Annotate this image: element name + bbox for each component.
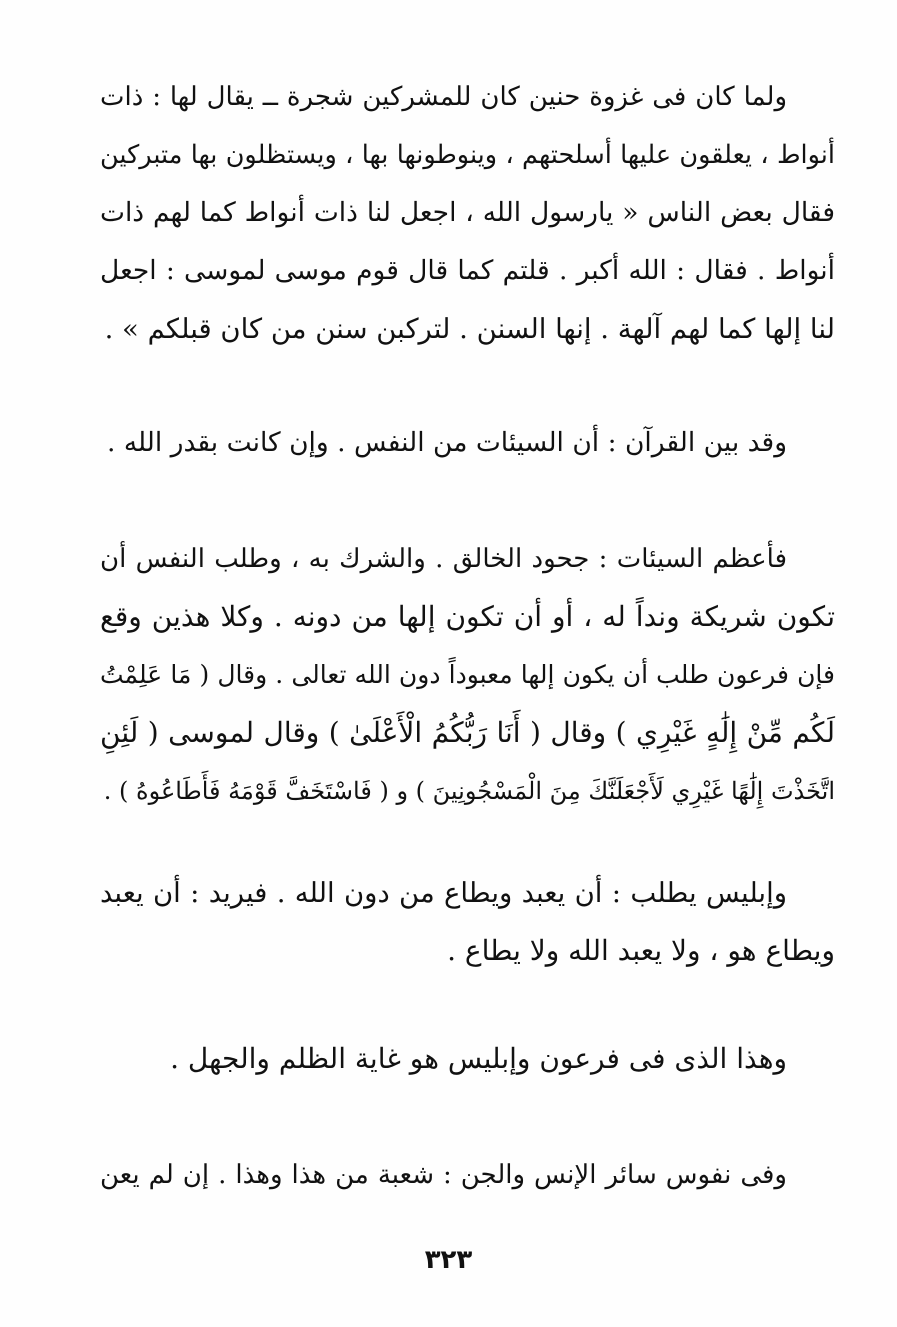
text-line: فإن فرعون طلب أن يكون إلها معبوداً دون الله تعالى . وقال ( مَا عَلِمْتُ (100, 660, 835, 689)
text-line: فقال بعض الناس « يارسول الله ، اجعل لنا ذات أنواط كما لهم ذات (100, 197, 835, 228)
text-line: أنواط . فقال : الله أكبر . قلتم كما قال قوم موسى لموسى : اجعل (100, 255, 835, 286)
text-line-quran: لَكُم مِّنْ إِلَٰهٍ غَيْرِي ) وقال ( أَنَا رَبُّكُمُ الْأَعْلَىٰ ) وقال لموسى ( لَئِنِ (100, 716, 835, 749)
paragraph-hunain-hadith (100, 68, 835, 358)
text-line: ويطاع هو ، ولا يعبد الله ولا يطاع . (447, 934, 835, 967)
paragraph-quran-evils (100, 414, 835, 472)
text-line: فأعظم السيئات : جحود الخالق . والشرك به ، وطلب النفس أن (100, 544, 787, 574)
page-number: ٣٢٣ (424, 1245, 473, 1275)
text-line: لنا إلها كما لهم آلهة . إنها السنن . لتركبن سنن من كان قبلكم » . (104, 313, 835, 345)
paragraph-greatest-evils (100, 530, 835, 820)
paragraph-iblis (100, 864, 835, 980)
text-line: تكون شريكة ونداً له ، أو أن تكون إلها من دونه . وكلا هذين وقع (100, 600, 835, 633)
text-line: وفى نفوس سائر الإنس والجن : شعبة من هذا وهذا . إن لم يعن (100, 1160, 787, 1190)
text-line: أنواط ، يعلقون عليها أسلحتهم ، وينوطونها بها ، ويستظلون بها متبركين (100, 140, 835, 170)
paragraph-pharaoh-iblis (100, 1030, 835, 1088)
text-line: وهذا الذى فى فرعون وإبليس هو غاية الظلم والجهل . (170, 1042, 787, 1075)
text-line: ولما كان فى غزوة حنين كان للمشركين شجرة ــ يقال لها : ذات (100, 82, 787, 112)
text-line: وإبليس يطلب : أن يعبد ويطاع من دون الله . فيريد : أن يعبد (100, 877, 787, 909)
paragraph-souls (100, 1146, 835, 1204)
text-line: وقد بين القرآن : أن السيئات من النفس . وإن كانت بقدر الله . (106, 427, 787, 458)
text-line-quran: اتَّخَذْتَ إِلَٰهًا غَيْرِي لَأَجْعَلَنَّكَ مِنَ الْمَسْجُونِينَ ) و ( فَاسْتَخَفَّ قَوْمَهُ فَأَطَاعُوهُ ) . (103, 777, 835, 805)
